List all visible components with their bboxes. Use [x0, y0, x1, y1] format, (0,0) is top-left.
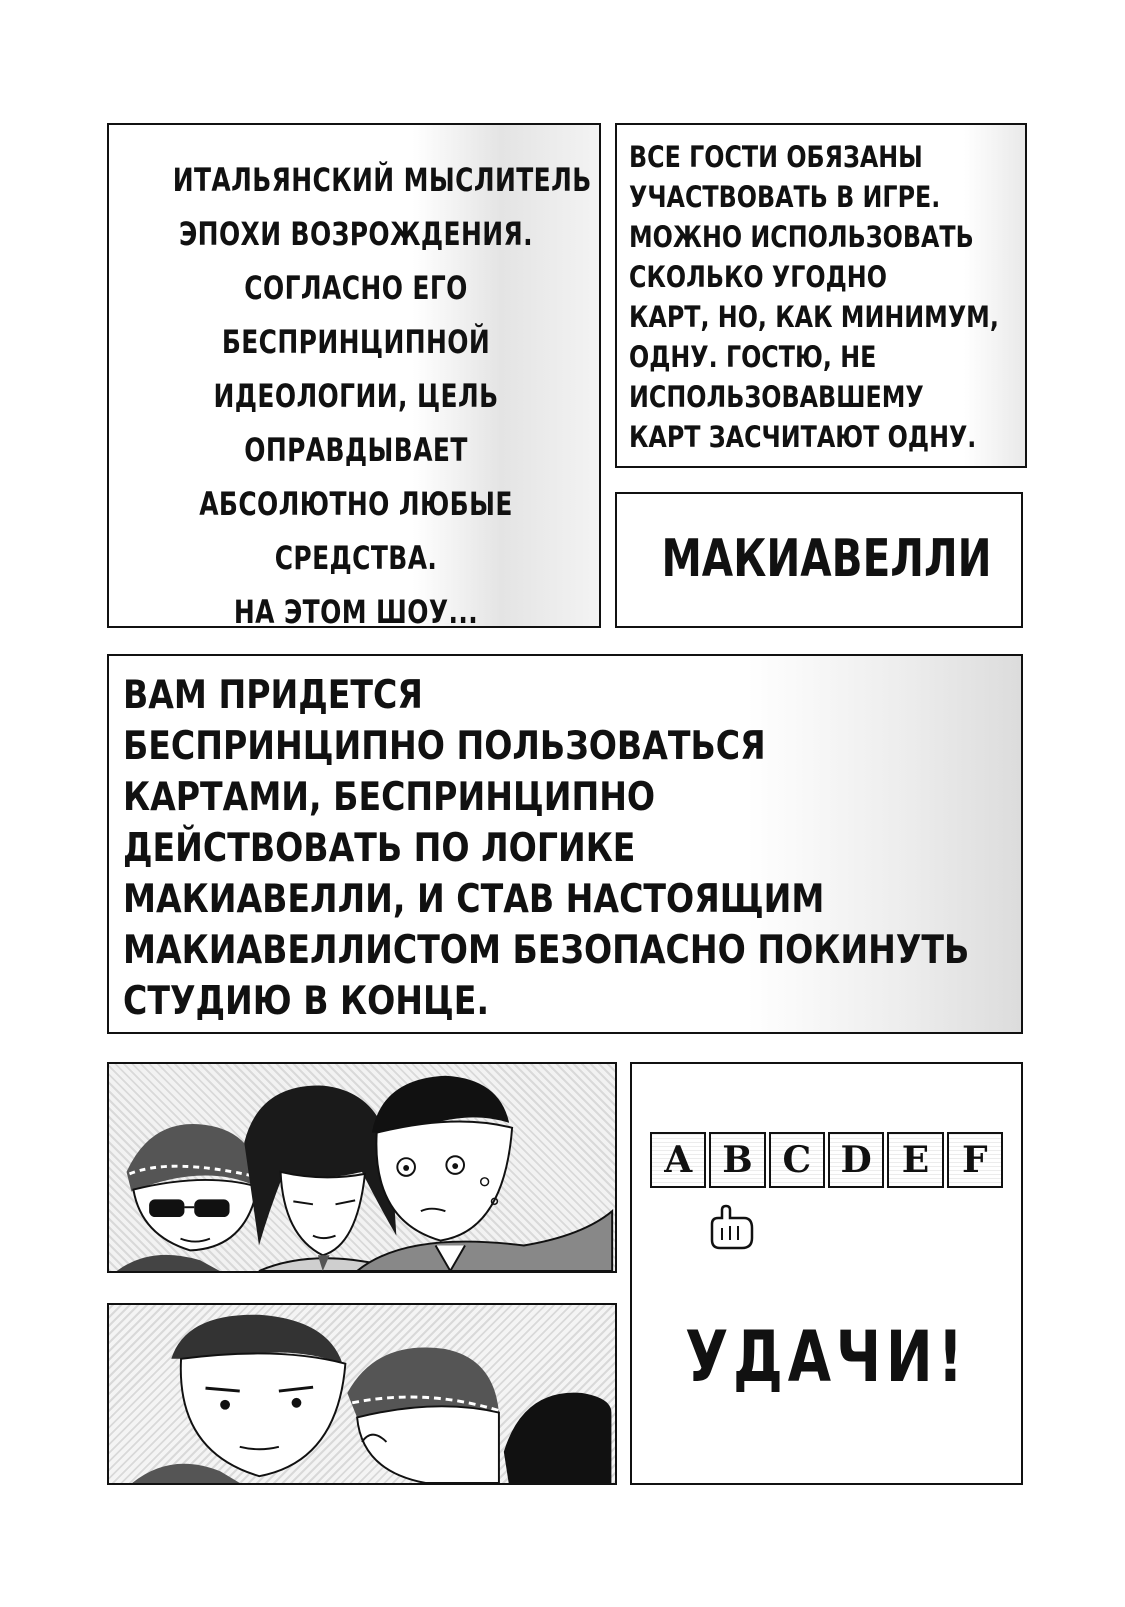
- sweating-man-figure: [357, 1076, 612, 1271]
- rules-line: УЧАСТВОВАТЬ В ИГРЕ.: [629, 180, 941, 214]
- contestants-illustration: [109, 1064, 615, 1271]
- intro-line: СРЕДСТВА.: [274, 539, 438, 577]
- card-a: A: [650, 1132, 706, 1188]
- good-luck-text: УДАЧИ!: [685, 1316, 968, 1398]
- goal-panel: [107, 654, 1023, 1034]
- rules-line: СКОЛЬКО УГОДНО: [629, 260, 887, 294]
- capped-man-back-figure: [347, 1348, 499, 1483]
- card-c: C: [769, 1132, 825, 1188]
- rules-line: КАРТ ЗАСЧИТАЮТ ОДНУ.: [629, 420, 977, 454]
- rules-text: [629, 137, 1027, 457]
- intro-line: СОГЛАСНО ЕГО: [244, 269, 468, 307]
- intro-line: ИДЕОЛОГИИ, ЦЕЛЬ: [213, 377, 499, 415]
- card-d: D: [828, 1132, 884, 1188]
- rules-line: ИСПОЛЬЗОВАВШЕМУ: [629, 380, 924, 414]
- illustration-panel-group: [107, 1303, 617, 1485]
- goal-line: БЕСПРИНЦИПНО ПОЛЬЗОВАТЬСЯ: [123, 724, 766, 769]
- goal-line: ВАМ ПРИДЕТСЯ: [123, 673, 423, 718]
- rules-line: ВСЕ ГОСТИ ОБЯЗАНЫ: [629, 140, 923, 174]
- rules-line: КАРТ, НО, КАК МИНИМУМ,: [629, 300, 999, 334]
- intro-text: [121, 153, 591, 628]
- intro-panel: [107, 123, 601, 628]
- name-title: МАКИАВЕЛЛИ: [661, 529, 992, 589]
- card-e: E: [887, 1132, 943, 1188]
- group-illustration: [109, 1305, 615, 1483]
- intro-line: ОПРАВДЫВАЕТ: [244, 431, 468, 469]
- card-b: B: [709, 1132, 765, 1188]
- goal-line: МАКИАВЕЛЛИ, И СТАВ НАСТОЯЩИМ: [123, 877, 825, 922]
- dark-haired-figure: [504, 1393, 612, 1483]
- card-f: F: [947, 1132, 1003, 1188]
- intro-line: НА ЭТОМ ШОУ...: [233, 593, 479, 628]
- goal-text: [123, 670, 1023, 1027]
- goal-line: КАРТАМИ, БЕСПРИНЦИПНО: [123, 775, 656, 820]
- name-panel: [615, 492, 1023, 628]
- intro-line: ЭПОХИ ВОЗРОЖДЕНИЯ.: [178, 215, 534, 253]
- rules-line: МОЖНО ИСПОЛЬЗОВАТЬ: [629, 220, 974, 254]
- card-row: [650, 1132, 1006, 1190]
- capped-man-figure: [117, 1124, 259, 1271]
- rules-panel: [615, 123, 1027, 468]
- goal-line: ДЕЙСТВОВАТЬ ПО ЛОГИКЕ: [123, 826, 636, 871]
- intro-line: АБСОЛЮТНО ЛЮБЫЕ: [199, 485, 513, 523]
- rules-line: ОДНУ. ГОСТЮ, НЕ: [629, 340, 877, 374]
- intro-line: БЕСПРИНЦИПНОЙ: [221, 323, 491, 361]
- worried-man-figure: [132, 1315, 345, 1483]
- intro-line: ИТАЛЬЯНСКИЙ МЫСЛИТЕЛЬ: [172, 161, 592, 199]
- goal-line: МАКИАВЕЛЛИСТОМ БЕЗОПАСНО ПОКИНУТЬ: [123, 928, 970, 973]
- cards-panel: [630, 1062, 1023, 1485]
- pointing-hand-icon: [704, 1204, 764, 1252]
- goal-line: СТУДИЮ В КОНЦЕ.: [123, 979, 490, 1024]
- illustration-panel-contestants: [107, 1062, 617, 1273]
